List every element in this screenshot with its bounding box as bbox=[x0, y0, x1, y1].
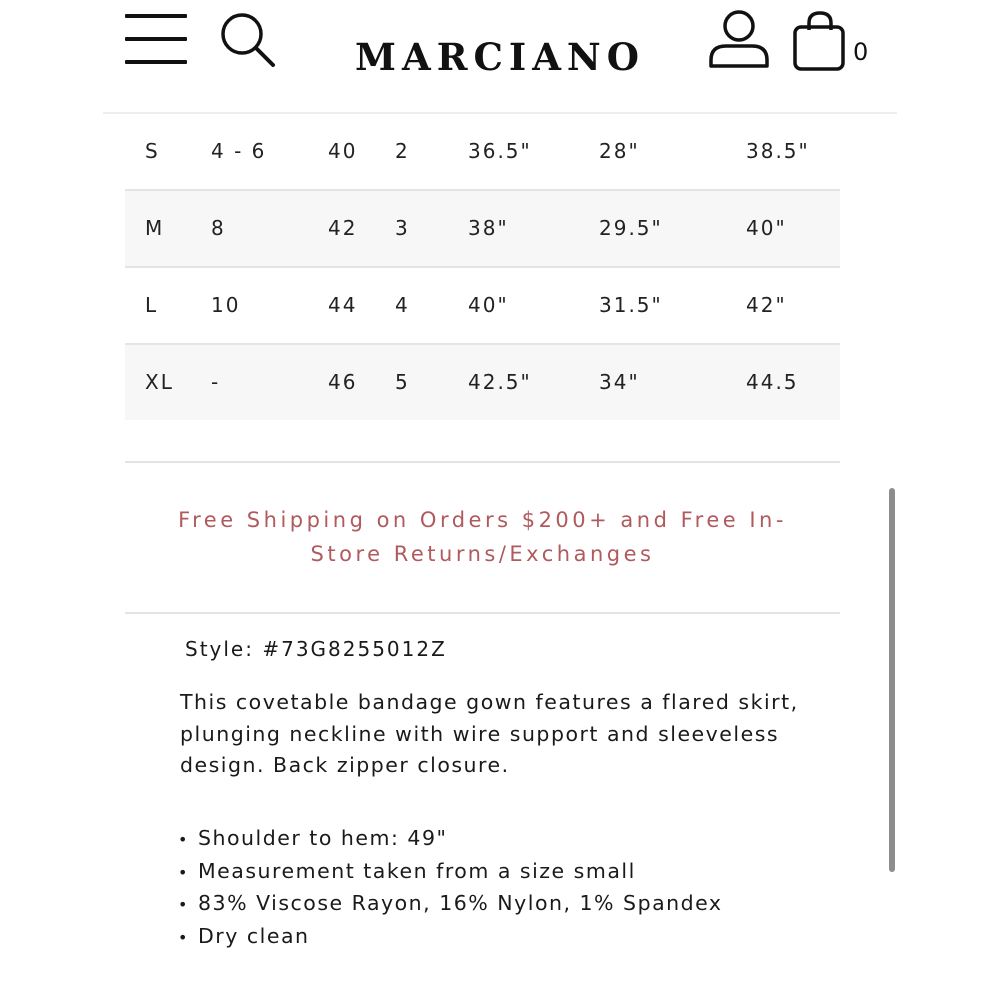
bust-cell: 36.5" bbox=[468, 139, 532, 163]
list-item: • Dry clean bbox=[178, 921, 723, 954]
numeric-size-cell: 4 bbox=[395, 293, 410, 317]
table-row bbox=[125, 191, 840, 266]
us-size-cell: 4 - 6 bbox=[211, 139, 267, 163]
shopping-bag-icon[interactable] bbox=[792, 10, 848, 72]
bust-cell: 40" bbox=[468, 293, 509, 317]
waist-cell: 28" bbox=[599, 139, 640, 163]
us-size-cell: 10 bbox=[211, 293, 241, 317]
waist-cell: 31.5" bbox=[599, 293, 663, 317]
menu-icon[interactable] bbox=[125, 14, 187, 64]
numeric-size-cell: 2 bbox=[395, 139, 410, 163]
section-divider bbox=[125, 612, 840, 614]
numeric-size-cell: 5 bbox=[395, 370, 410, 394]
section-divider bbox=[125, 461, 840, 463]
us-size-cell: 8 bbox=[211, 216, 226, 240]
table-row bbox=[125, 268, 840, 343]
bust-cell: 38" bbox=[468, 216, 509, 240]
size-chart-table bbox=[125, 114, 840, 420]
table-row bbox=[125, 345, 840, 420]
waist-cell: 29.5" bbox=[599, 216, 663, 240]
brand-logo[interactable]: MARCIANO bbox=[355, 35, 645, 79]
search-icon[interactable] bbox=[218, 10, 278, 70]
product-details-list bbox=[178, 823, 723, 953]
eu-size-cell: 42 bbox=[328, 216, 358, 240]
site-header bbox=[0, 0, 1000, 113]
size-cell: L bbox=[145, 293, 159, 317]
numeric-size-cell: 3 bbox=[395, 216, 410, 240]
bag-count: 0 bbox=[853, 38, 869, 66]
hip-cell: 42" bbox=[746, 293, 787, 317]
style-number: Style: #73G8255012Z bbox=[185, 637, 447, 661]
account-icon[interactable] bbox=[708, 8, 770, 70]
product-description: This covetable bandage gown features a flared skirt, plunging neckline with wire support and sleeveless design. Back zipper closure. bbox=[180, 690, 799, 777]
list-item: • 83% Viscose Rayon, 16% Nylon, 1% Spandex bbox=[178, 888, 723, 921]
eu-size-cell: 40 bbox=[328, 139, 358, 163]
us-size-cell: - bbox=[211, 370, 221, 394]
size-cell: M bbox=[145, 216, 165, 240]
waist-cell: 34" bbox=[599, 370, 640, 394]
hip-cell: 44.5 bbox=[746, 370, 799, 394]
scrollbar-thumb[interactable] bbox=[889, 488, 895, 872]
list-item: • Shoulder to hem: 49" bbox=[178, 823, 723, 856]
list-item: • Measurement taken from a size small bbox=[178, 856, 723, 889]
table-row bbox=[125, 114, 840, 189]
hip-cell: 38.5" bbox=[746, 139, 810, 163]
size-cell: S bbox=[145, 139, 160, 163]
hip-cell: 40" bbox=[746, 216, 787, 240]
eu-size-cell: 46 bbox=[328, 370, 358, 394]
bust-cell: 42.5" bbox=[468, 370, 532, 394]
shipping-promo-banner[interactable]: Free Shipping on Orders $200+ and Free In-Store Returns/Exchanges bbox=[178, 508, 787, 566]
eu-size-cell: 44 bbox=[328, 293, 358, 317]
size-cell: XL bbox=[145, 370, 174, 394]
